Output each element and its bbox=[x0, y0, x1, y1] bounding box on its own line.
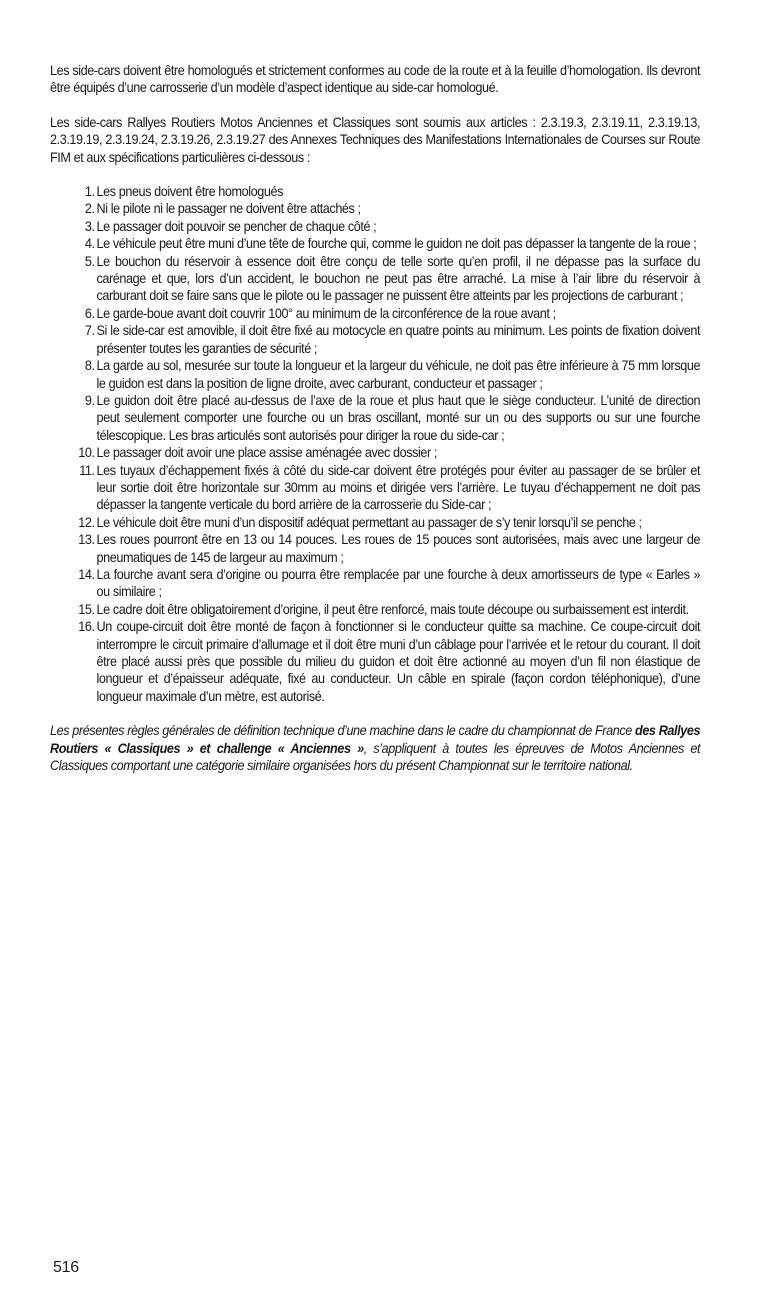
intro-paragraph-articles: Les side-cars Rallyes Routiers Motos Anciennes et Classiques sont soumis aux articles : 2.3.19.3, 2.3.19.11, 2.3.19.13, 2.3.19.19, 2.3.19.24, 2.3.19.26, 2.3.19.27 des Annexes Techniques des Manifestations Internationales de Courses sur Route FIM et aux spécifications particulières ci-dessous : bbox=[50, 114, 701, 165]
list-item-number: 8. bbox=[84, 358, 95, 374]
list-item-number: 6. bbox=[84, 305, 95, 321]
list-item-text: Le passager doit avoir une place assise aménagée avec dossier ; bbox=[96, 445, 437, 461]
list-item-text: Les roues pourront être en 13 ou 14 pouces. Les roues de 15 pouces sont autorisées, mais avec une largeur de pneumatiques de 145 de largeur au maximum ; bbox=[96, 532, 701, 565]
page-content bbox=[50, 62, 700, 774]
list-item-text: Le bouchon du réservoir à essence doit être conçu de telle sorte qu’en profil, il ne dépasse pas la surface du carénage et que, lors d’un accident, le bouchon ne peut pas être arraché. La mise à l’air libre du réservoir à carburant doit se faire sans que le pilote ou le passager ne puissent être atteints par les projections de carburant ; bbox=[96, 253, 701, 304]
list-item bbox=[50, 357, 700, 392]
list-item-text: Les tuyaux d’échappement fixés à côté du side-car doivent être protégés pour éviter au passager de se brûler et leur sortie doit être horizontale sur 30mm au moins et dirigée vers l’arrière. Le tuyau d’échappement ne doit pas dépasser la tangente verticale du bord arrière de la carrosserie du Side-car ; bbox=[96, 462, 701, 513]
list-item-number: 9. bbox=[84, 392, 95, 408]
list-item-number: 15. bbox=[78, 601, 95, 617]
list-item-number: 16. bbox=[78, 619, 95, 635]
list-item bbox=[50, 531, 700, 566]
closing-text-before: Les présentes règles générales de définition technique d’une machine dans le cadre du championnat de France bbox=[50, 723, 636, 739]
list-item-text: La garde au sol, mesurée sur toute la longueur et la largeur du véhicule, ne doit pas être inférieure à 75 mm lorsque le guidon est dans la position de ligne droite, avec carburant, conducteur et passager ; bbox=[96, 358, 701, 391]
list-item-text: Le guidon doit être placé au-dessus de l’axe de la roue et plus haut que le siège conducteur. L’unité de direction peut seulement comporter une fourche ou un bras oscillant, monté sur un ou des supports ou sur une fourche télescopique. Les bras articulés sont autorisés pour diriger la roue du side-car ; bbox=[96, 392, 701, 443]
list-item-number: 11. bbox=[79, 462, 95, 478]
list-item-text: Si le side-car est amovible, il doit être fixé au motocycle en quatre points au minimum. Les points de fixation doivent présenter toutes les garanties de sécurité ; bbox=[96, 323, 701, 356]
closing-bold-championship: des Rallyes Routiers « Classiques » et challenge « Anciennes » bbox=[50, 723, 701, 756]
list-item bbox=[50, 462, 700, 514]
closing-text-after: , s’appliquent à toutes les épreuves de Motos Anciennes et Classiques comportant une catégorie similaire organisées hors du présent Championnat sur le territoire national. bbox=[50, 740, 701, 774]
list-item-number: 14. bbox=[78, 566, 95, 582]
list-item-number: 12. bbox=[78, 514, 95, 530]
list-item-number: 3. bbox=[84, 218, 95, 234]
list-item bbox=[50, 200, 700, 217]
intro-paragraph-homologation: Les side-cars doivent être homologués et strictement conformes au code de la route et à la feuille d’homologation. Ils devront être équipés d’une carrosserie d’un modèle d’aspect identique au side-car homologué. bbox=[50, 63, 701, 96]
list-item-number: 2. bbox=[84, 201, 95, 217]
list-item bbox=[50, 235, 700, 252]
list-item bbox=[50, 253, 700, 305]
list-item-text: Le véhicule peut être muni d’une tête de fourche qui, comme le guidon ne doit pas dépasser la tangente de la roue ; bbox=[96, 236, 697, 252]
list-item-text: Ni le pilote ni le passager ne doivent être attachés ; bbox=[96, 201, 361, 217]
list-item-text: Le garde-boue avant doit couvrir 100° au minimum de la circonférence de la roue avant ; bbox=[96, 305, 556, 321]
list-item bbox=[50, 392, 700, 444]
list-item-text: Le cadre doit être obligatoirement d’origine, il peut être renforcé, mais toute découpe ou surbaissement est interdit. bbox=[96, 601, 689, 617]
list-item bbox=[50, 305, 700, 322]
list-item-number: 7. bbox=[84, 323, 95, 339]
list-item-number: 5. bbox=[84, 253, 95, 269]
list-item-number: 4. bbox=[84, 236, 95, 252]
list-item-number: 1. bbox=[84, 184, 95, 200]
list-item bbox=[50, 444, 700, 461]
list-item bbox=[50, 514, 700, 531]
list-item-text: Le véhicule doit être muni d’un dispositif adéquat permettant au passager de s’y tenir lorsqu’il se penche ; bbox=[96, 514, 642, 530]
list-item-number: 13. bbox=[78, 532, 95, 548]
list-item-text: Le passager doit pouvoir se pencher de chaque côté ; bbox=[96, 218, 377, 234]
list-item bbox=[50, 322, 700, 357]
page-number: 516 bbox=[53, 1259, 79, 1276]
list-item-text: La fourche avant sera d’origine ou pourra être remplacée par une fourche à deux amortisseurs de type « Earles » ou similaire ; bbox=[96, 566, 701, 600]
list-item bbox=[50, 618, 700, 705]
rules-list bbox=[50, 183, 700, 705]
list-item bbox=[50, 218, 700, 235]
list-item bbox=[50, 601, 700, 618]
list-item bbox=[50, 183, 700, 200]
list-item bbox=[50, 566, 700, 601]
closing-paragraph bbox=[50, 722, 700, 774]
list-item-number: 10. bbox=[78, 445, 95, 461]
list-item-text: Les pneus doivent être homologués bbox=[96, 184, 284, 200]
list-item-text: Un coupe-circuit doit être monté de façon à fonctionner si le conducteur quitte sa machine. Ce coupe-circuit doit interrompre le circuit primaire d’allumage et il doit être muni d’un câblage pour l’arrivée et le retour du courant. Il doit être placé aussi près que possible du milieu du guidon et doit être actionné au moyen d’un fil non élastique de longueur et d’épaisseur adéquate, fixé au conducteur. Un câble en spirale (façon cordon téléphonique), d’une longueur maximale d’un mètre, est autorisé. bbox=[96, 619, 701, 704]
